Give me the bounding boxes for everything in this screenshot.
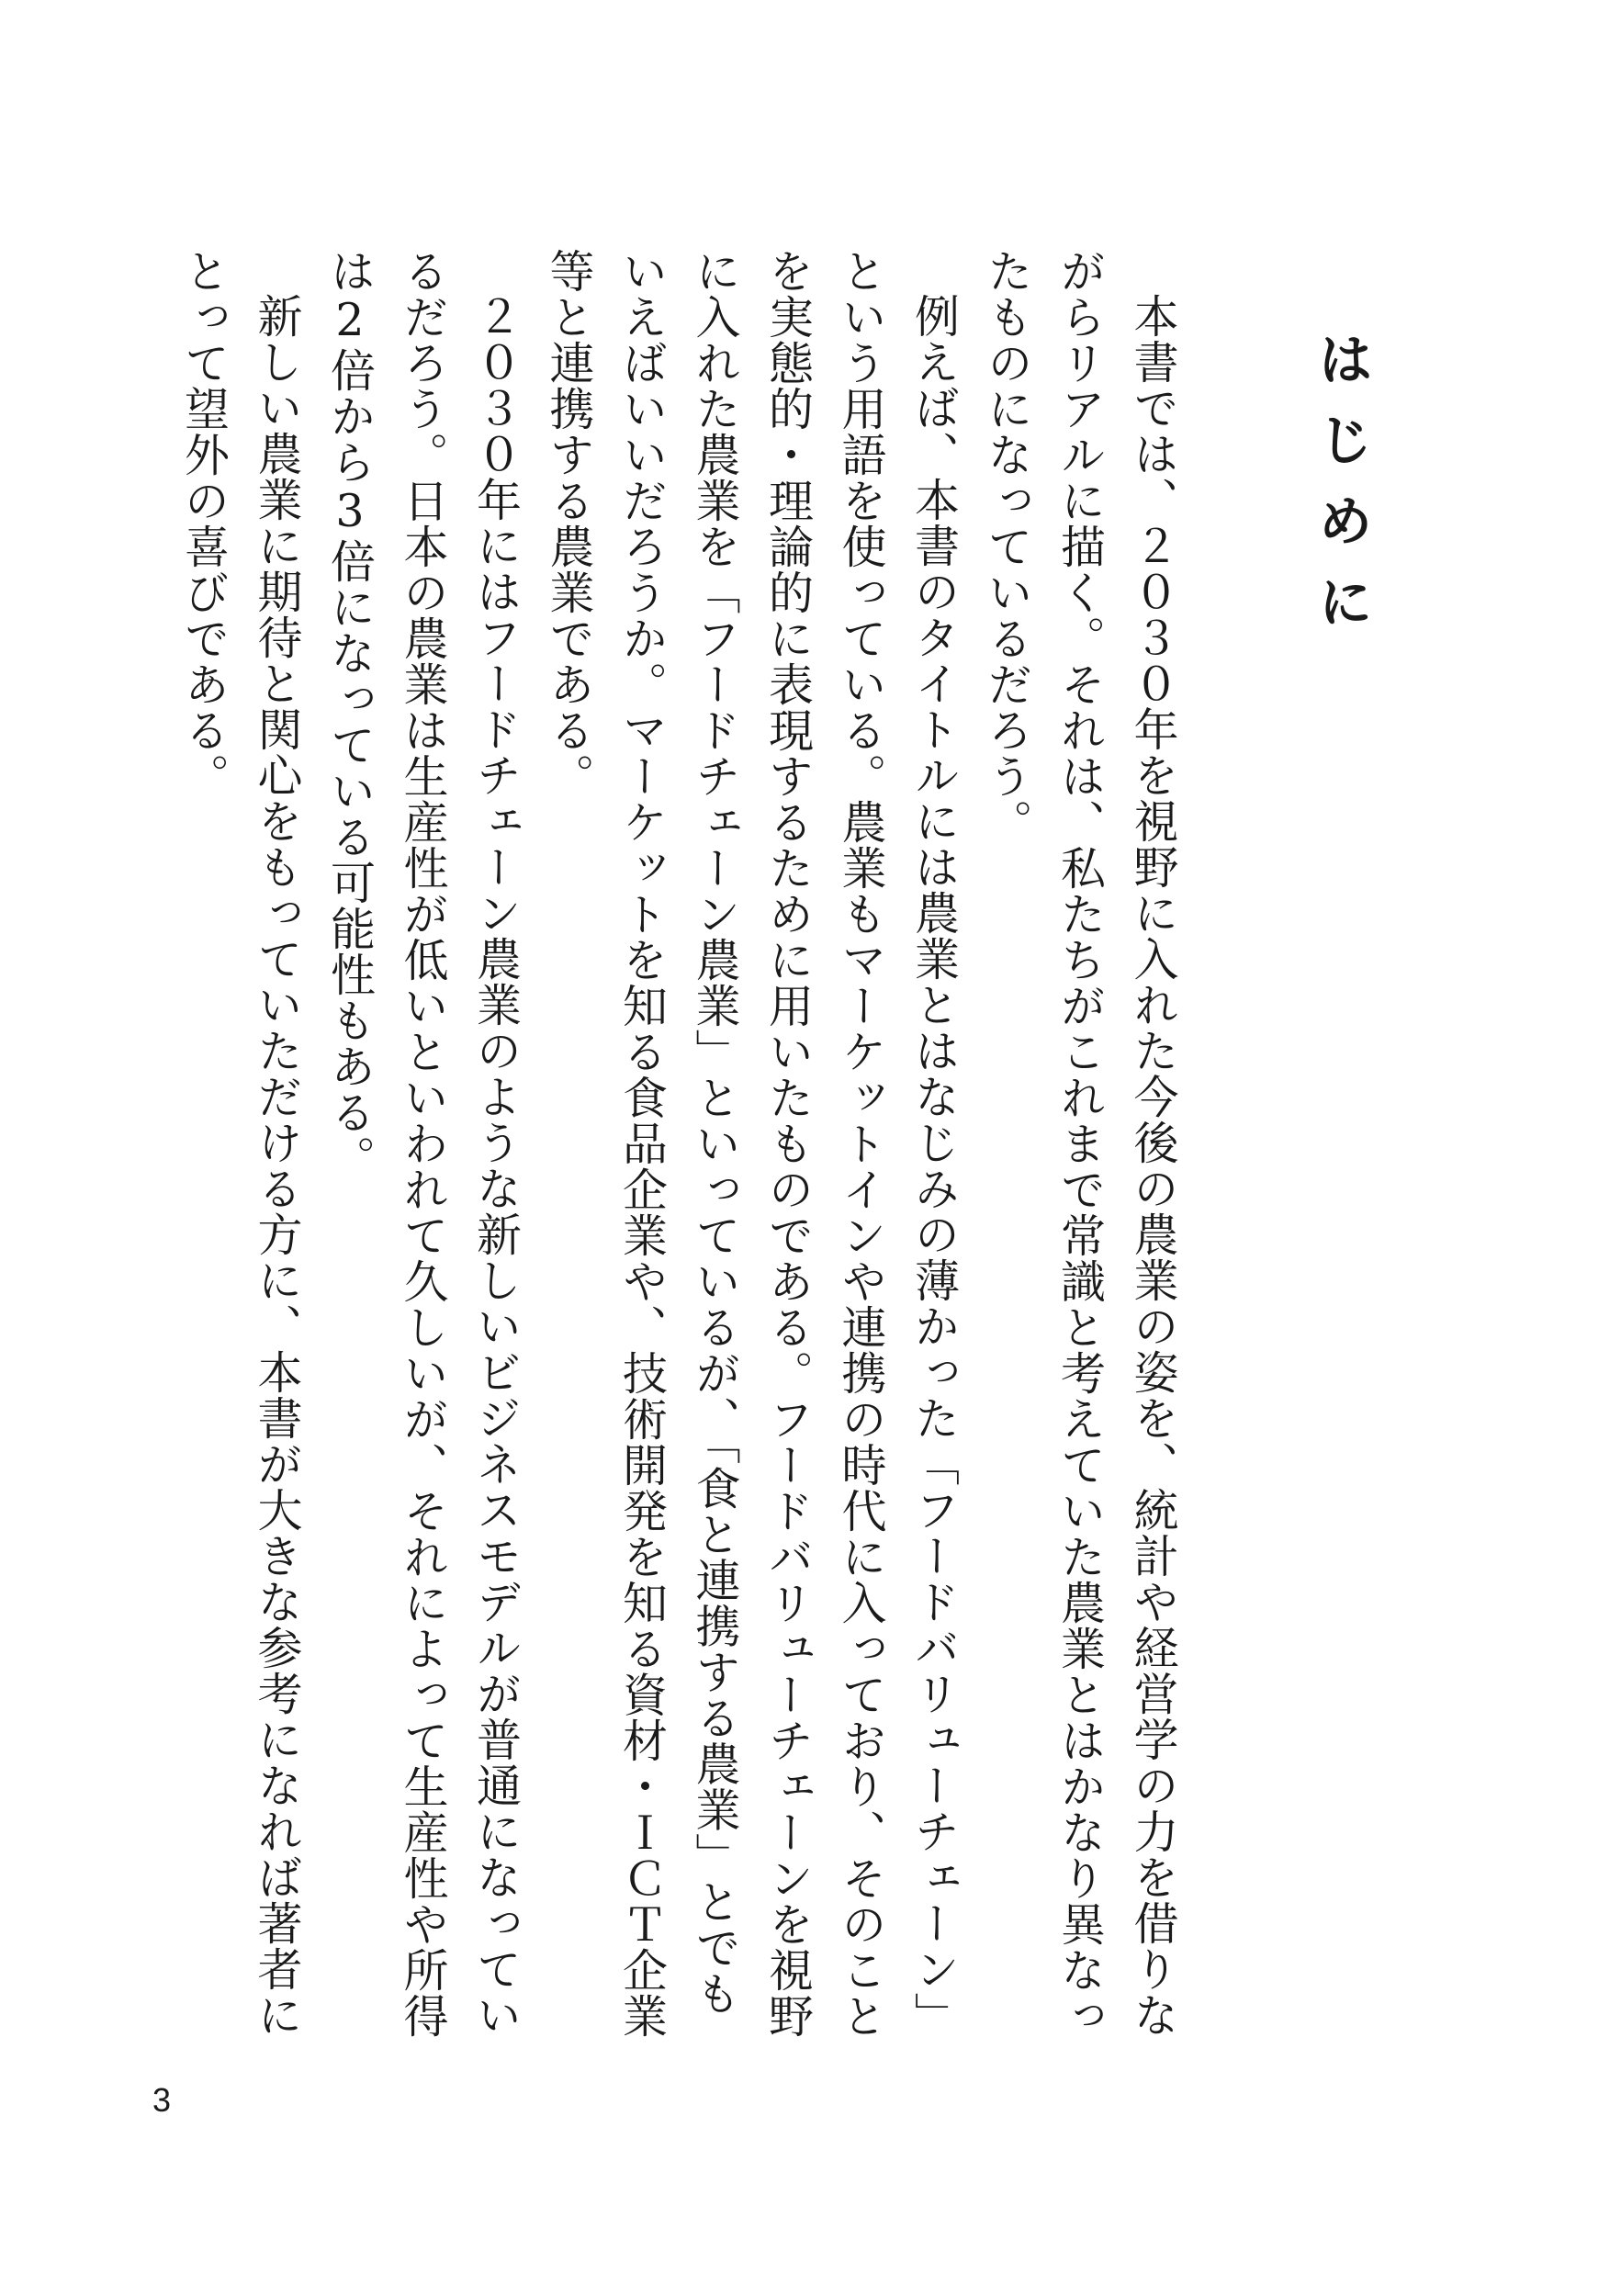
paragraph-4: 新しい農業に期待と関心をもっていただける方に、本書が大きな参考になれば著者にとって望外の喜びである。 (177, 248, 303, 2038)
paragraph-2: 例えば、本書のタイトルには農業とはなじみの薄かった「フードバリューチェーン」という用語を使っている。農業もマーケットインや連携の時代に入っており、そのことを実態的・理論的に表現するために用いたものである。フードバリューチェーンを視野に入れた農業を「フードチェーン農業」といっているが、「食と連携する農業」とでもいえばいいだろうか。マーケットを知る食品企業や、技術開発を知る資材・ＩＣＴ企業等と連携する農業である。 (543, 248, 961, 2039)
page-number: 3 (152, 2081, 172, 2119)
paragraph-1: 本書では、２０３０年を視野に入れた今後の農業の姿を、統計や経営学の力を借りながらリアルに描く。それは、私たちがこれまで常識と考えていた農業とはかなり異なったものになっているだろう。 (981, 248, 1179, 2039)
body-text (177, 248, 1189, 2048)
paragraph-3: ２０３０年にはフードチェーン農業のような新しいビジネスモデルが普通になっているだろう。日本の農業は生産性が低いといわれて久しいが、それによって生産性や所得は2倍から3倍になっている可能性もある。 (323, 248, 523, 2039)
page-title: はじめに (1309, 331, 1374, 654)
